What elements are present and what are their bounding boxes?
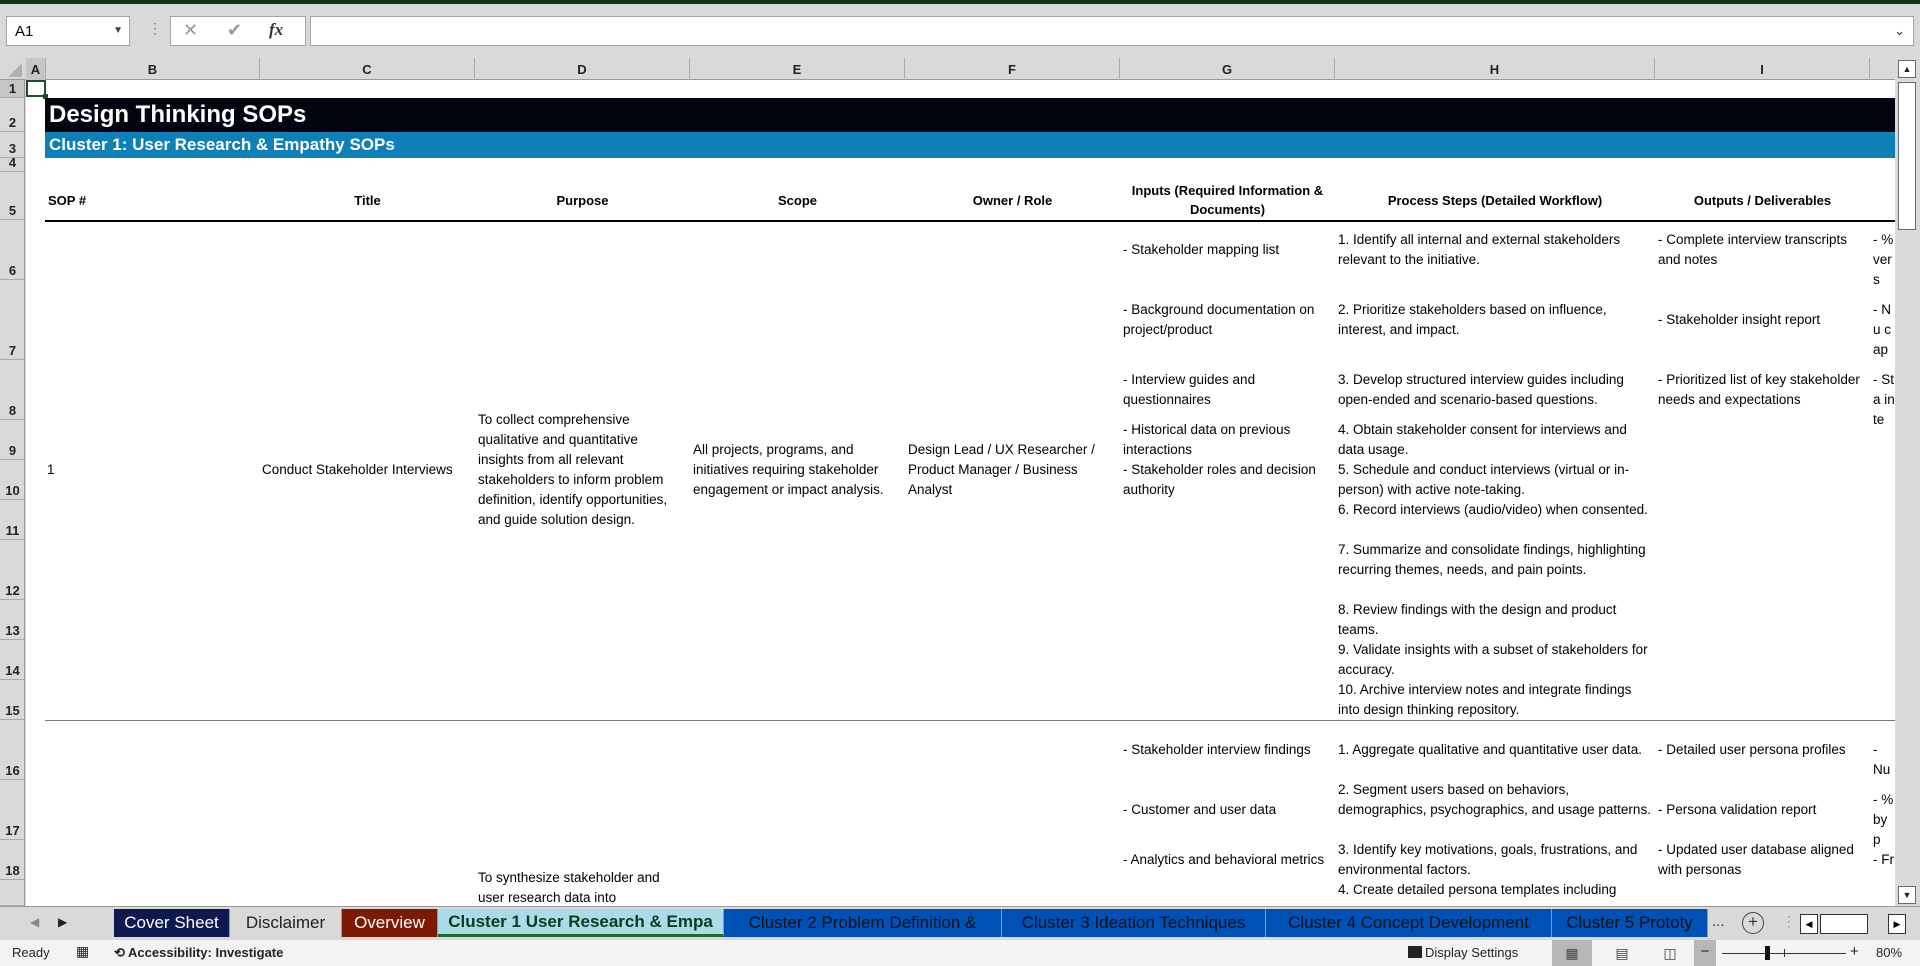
formula-buttons xyxy=(170,16,306,46)
sop1-step-9: 9. Validate insights with a subset of stakeholders for accuracy. xyxy=(1338,642,1648,677)
row-header-12[interactable]: 12 xyxy=(0,540,25,600)
horizontal-scrollbar[interactable] xyxy=(1800,914,1906,934)
sheet-tab-2[interactable]: Disclaimer xyxy=(230,909,342,937)
sop1-step-8: 8. Review findings with the design and product teams. xyxy=(1338,602,1617,637)
sop2-purpose: To synthesize stakeholder and user research data into xyxy=(478,870,660,905)
sop1-input-3: - Interview guides and questionnaires xyxy=(1123,372,1256,407)
sop1-step-4: 4. Obtain stakeholder consent for interviews and data usage. xyxy=(1338,422,1627,457)
sop1-title: Conduct Stakeholder Interviews xyxy=(262,462,453,477)
sop1-output-3: - Prioritized list of key stakeholder needs and expectations xyxy=(1658,372,1860,407)
vertical-scrollbar[interactable] xyxy=(1895,58,1920,906)
sop2-input-2: - Customer and user data xyxy=(1123,802,1277,817)
scroll-down-icon[interactable]: ▼ xyxy=(1898,886,1916,904)
sop2-metric-2: - % by p xyxy=(1873,792,1894,847)
row-header-2[interactable]: 2 xyxy=(0,98,25,132)
tab-splitter-icon[interactable]: ⋮ xyxy=(1782,913,1796,929)
sheet-tab-6[interactable]: Cluster 3 Ideation Techniques xyxy=(1002,909,1266,937)
sop1-metric-3: - Sta inte xyxy=(1873,372,1895,427)
add-sheet-icon[interactable]: + xyxy=(1742,912,1764,934)
row-header-1[interactable]: 1 xyxy=(0,80,25,98)
scroll-up-icon[interactable]: ▲ xyxy=(1898,60,1916,78)
scroll-right-icon[interactable]: ▶ xyxy=(1888,914,1906,934)
column-header-f[interactable]: F xyxy=(905,58,1120,80)
header-outputs: Outputs / Deliverables xyxy=(1693,192,1832,208)
row-header-13[interactable]: 13 xyxy=(0,600,25,640)
scroll-thumb[interactable] xyxy=(1898,82,1916,230)
sop1-output-1: - Complete interview transcripts and notes xyxy=(1658,232,1848,267)
sop2-step-4: 4. Create detailed persona templates including xyxy=(1338,882,1617,897)
formula-bar-row xyxy=(0,4,1920,58)
row-header-11[interactable]: 11 xyxy=(0,500,25,540)
name-box-value: A1 xyxy=(15,23,34,40)
enter-icon[interactable]: ✔ xyxy=(227,20,243,40)
sop1-metric-2: - Nu cap xyxy=(1873,302,1892,357)
sop2-input-3: - Analytics and behavioral metrics xyxy=(1123,852,1325,867)
sheet-tab-1[interactable]: Cover Sheet xyxy=(114,909,230,937)
sheet-tab-4[interactable]: Cluster 1 User Research & Empa xyxy=(438,909,724,937)
column-header-i[interactable]: I xyxy=(1655,58,1870,80)
row-header-7[interactable]: 7 xyxy=(0,280,25,360)
row-headers xyxy=(0,80,25,906)
select-all-icon xyxy=(8,63,22,77)
accessibility-status[interactable] xyxy=(114,945,283,961)
select-all-button[interactable] xyxy=(0,58,25,80)
sheet-tab-5[interactable]: Cluster 2 Problem Definition & xyxy=(724,909,1002,937)
header-purpose: Purpose xyxy=(556,192,609,208)
column-header-g[interactable]: G xyxy=(1120,58,1335,80)
row-header-8[interactable]: 8 xyxy=(0,360,25,420)
formula-input[interactable] xyxy=(310,16,1914,46)
chevron-down-icon[interactable]: ▼ xyxy=(113,25,123,36)
sheet-tab-3[interactable]: Overview xyxy=(342,909,438,937)
sop1-number: 1 xyxy=(47,462,55,477)
name-box[interactable] xyxy=(6,16,130,46)
accessibility-label: Accessibility: Investigate xyxy=(128,945,284,960)
row-header-15[interactable]: 15 xyxy=(0,680,25,720)
hscroll-thumb[interactable] xyxy=(1820,914,1868,934)
header-owner: Owner / Role xyxy=(972,192,1053,208)
zoom-slider-thumb[interactable] xyxy=(1765,946,1770,960)
cancel-icon[interactable]: ✕ xyxy=(183,20,199,40)
sop1-metric-1: - % vers xyxy=(1873,232,1894,287)
column-header-e[interactable]: E xyxy=(690,58,905,80)
sheet-tab-8[interactable]: Cluster 5 Prototy xyxy=(1552,909,1708,937)
row-header-17[interactable]: 17 xyxy=(0,780,25,840)
column-headers xyxy=(0,58,1895,80)
zoom-out-button[interactable]: − xyxy=(1694,940,1716,966)
row-header-18[interactable]: 18 xyxy=(0,840,25,880)
accessibility-icon: ⟲ xyxy=(114,945,129,960)
row-header-9[interactable]: 9 xyxy=(0,420,25,460)
cluster-heading: Cluster 1: User Research & Empathy SOPs xyxy=(45,132,1895,158)
column-header-c[interactable]: C xyxy=(260,58,475,80)
tab-next-icon[interactable]: ▶ xyxy=(58,915,68,929)
sop1-input-4: - Historical data on previous interactions xyxy=(1123,422,1291,457)
sheet-tab-7[interactable]: Cluster 4 Concept Development xyxy=(1266,909,1552,937)
row-header-14[interactable]: 14 xyxy=(0,640,25,680)
sop1-input-5: - Stakeholder roles and decision authority xyxy=(1123,462,1316,497)
sop1-step-3: 3. Develop structured interview guides including open-ended and scenario-based questions. xyxy=(1338,372,1624,407)
sop1-owner: Design Lead / UX Researcher / Product Manager / Business Analyst xyxy=(908,442,1095,497)
display-settings-button[interactable] xyxy=(1408,945,1518,960)
header-inputs: Inputs (Required Information & Documents) xyxy=(1131,183,1324,217)
column-header-a[interactable]: A xyxy=(26,58,46,80)
sop2-metric-3: - Fr xyxy=(1873,852,1894,867)
more-tabs-button[interactable]: ... xyxy=(1712,913,1725,930)
row-header-5[interactable]: 5 xyxy=(0,172,25,220)
header-title: Title xyxy=(354,192,381,208)
grip-icon[interactable]: ⋮ xyxy=(148,20,162,36)
sop2-step-2: 2. Segment users based on behaviors, demographics, psychographics, and usage patterns. xyxy=(1338,782,1651,817)
zoom-level[interactable]: 80% xyxy=(1876,945,1903,960)
sop1-step-10: 10. Archive interview notes and integrate findings into design thinking repository. xyxy=(1338,682,1632,717)
sop1-step-6: 6. Record interviews (audio/video) when consented. xyxy=(1338,502,1648,517)
header-sop-number: SOP # xyxy=(48,192,87,208)
page-layout-view-icon[interactable]: ▤ xyxy=(1615,945,1629,961)
row-header-4[interactable]: 4 xyxy=(0,158,25,172)
row-header-3[interactable]: 3 xyxy=(0,132,25,158)
sop1-step-5: 5. Schedule and conduct interviews (virtual or in-person) with active note-taking. xyxy=(1338,462,1630,497)
display-settings-label: Display Settings xyxy=(1425,945,1519,960)
status-ready: Ready xyxy=(12,945,50,960)
sop1-step-2: 2. Prioritize stakeholders based on influence, interest, and impact. xyxy=(1338,302,1607,337)
sop2-output-1: - Detailed user persona profiles xyxy=(1658,742,1846,757)
sop1-output-2: - Stakeholder insight report xyxy=(1658,312,1821,327)
zoom-100-tick xyxy=(1784,949,1785,957)
sop1-step-7: 7. Summarize and consolidate findings, highlighting recurring themes, needs, and pain points. xyxy=(1338,542,1646,577)
row-header-16[interactable]: 16 xyxy=(0,720,25,780)
column-header-h[interactable]: H xyxy=(1335,58,1655,80)
sheet-tab-bar xyxy=(0,906,1920,940)
status-bar xyxy=(0,940,1920,966)
sop1-scope: All projects, programs, and initiatives requiring stakeholder engagement or impact analysis. xyxy=(693,442,884,497)
sop2-metric-1: - Nu xyxy=(1873,742,1891,777)
sop1-step-1: 1. Identify all internal and external stakeholders relevant to the initiative. xyxy=(1338,232,1621,267)
zoom-in-button[interactable]: + xyxy=(1850,943,1859,960)
scroll-left-icon[interactable]: ◀ xyxy=(1800,914,1818,934)
column-header-b[interactable]: B xyxy=(46,58,260,80)
page-break-view-icon[interactable]: ◫ xyxy=(1663,945,1677,961)
sheet-title: Design Thinking SOPs xyxy=(45,98,1895,132)
macro-record-icon[interactable]: ▦ xyxy=(76,943,90,959)
header-process-steps: Process Steps (Detailed Workflow) xyxy=(1387,192,1603,208)
sop2-output-2: - Persona validation report xyxy=(1658,802,1817,817)
sop1-purpose: To collect comprehensive qualitative and quantitative insights from all relevant stakeholders to inform problem definition, identify opportunities, and guide solution design. xyxy=(478,412,668,527)
row-header-partial[interactable] xyxy=(0,880,25,906)
row-separator xyxy=(45,720,1895,721)
header-scope: Scope xyxy=(777,192,817,208)
normal-view-icon[interactable]: ▦ xyxy=(1552,940,1592,966)
insert-function-icon[interactable]: fx xyxy=(269,20,284,39)
display-settings-icon xyxy=(1408,946,1422,958)
sop2-output-3: - Updated user database aligned with personas xyxy=(1658,842,1854,877)
sop2-step-3: 3. Identify key motivations, goals, frustrations, and environmental factors. xyxy=(1338,842,1638,877)
sop2-step-1: 1. Aggregate qualitative and quantitative user data. xyxy=(1338,742,1642,757)
sop1-input-1: - Stakeholder mapping list xyxy=(1123,242,1280,257)
column-header-d[interactable]: D xyxy=(475,58,690,80)
sop2-input-1: - Stakeholder interview findings xyxy=(1123,742,1311,757)
worksheet-grid[interactable] xyxy=(26,80,1895,906)
active-cell-selection xyxy=(26,80,46,97)
sop1-input-2: - Background documentation on project/product xyxy=(1123,302,1315,337)
expand-formula-icon[interactable]: ⌄ xyxy=(1894,23,1905,38)
tab-prev-icon[interactable]: ◀ xyxy=(30,915,40,929)
row-header-6[interactable]: 6 xyxy=(0,220,25,280)
row-header-10[interactable]: 10 xyxy=(0,460,25,500)
